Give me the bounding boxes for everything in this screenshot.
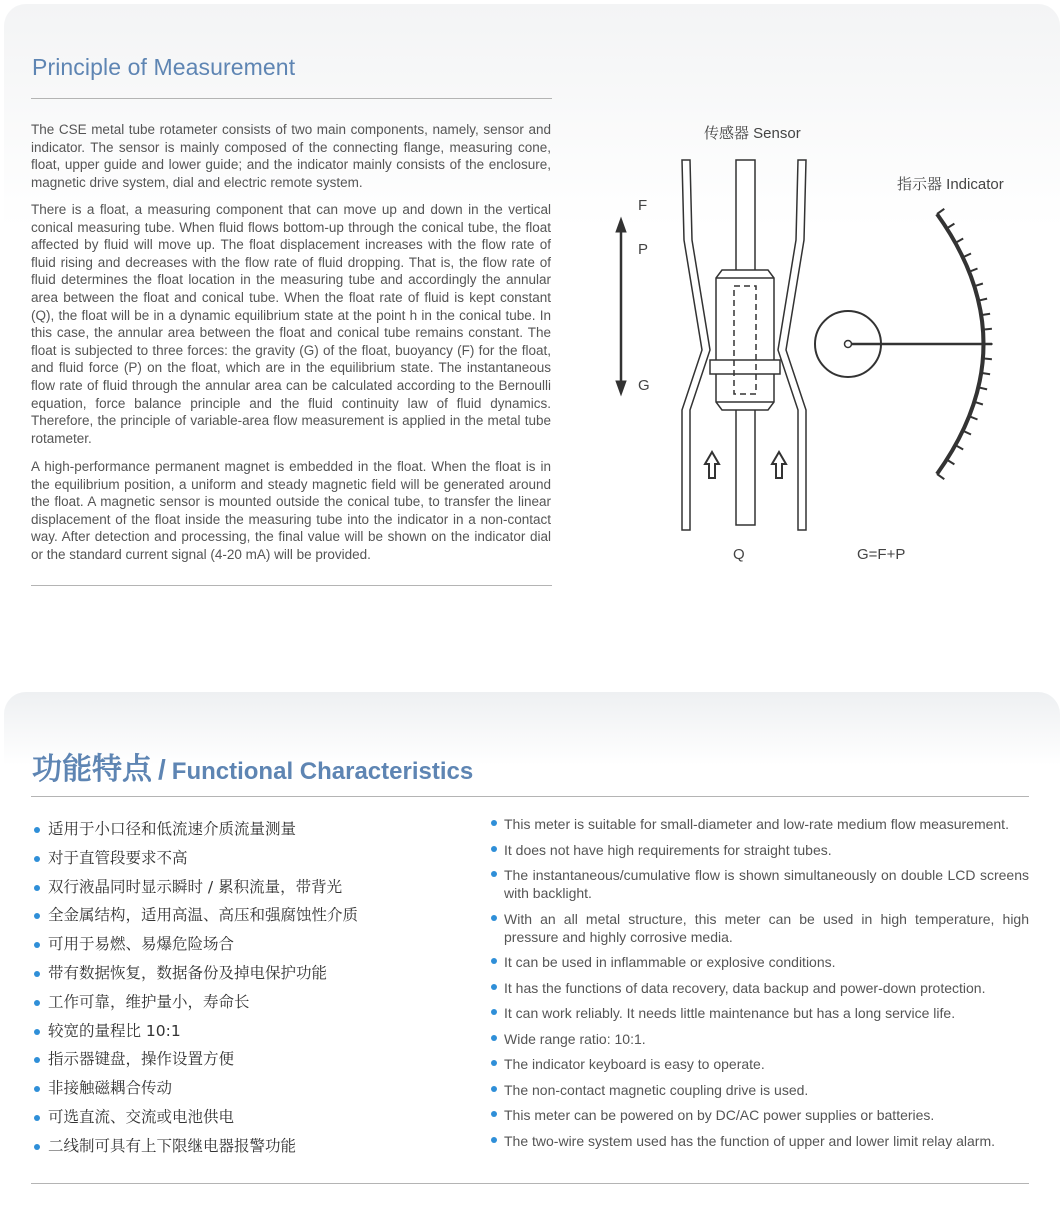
feature-item-en: The instantaneous/cumulative flow is shown simultaneously on double LCD screens with backlight. [489,866,1029,902]
functional-title-rule [31,796,1029,797]
feature-item-zh: 二线制可具有上下限继电器报警功能 [32,1132,452,1161]
functional-bottom-rule [31,1183,1029,1184]
force-arrow [616,218,626,395]
feature-item-en: The indicator keyboard is easy to operate. [489,1055,1029,1073]
indicator-dial [815,209,993,479]
feature-item-zh: 双行液晶同时显示瞬时 / 累积流量，带背光 [32,873,452,902]
feature-item-en: Wide range ratio: 10:1. [489,1030,1029,1048]
force-f-label: F [638,197,648,214]
feature-item-en: The two-wire system used has the function of upper and lower limit relay alarm. [489,1132,1029,1150]
dial-tick [947,460,955,465]
dial-tick [981,314,990,315]
dial-tick [947,224,955,229]
feature-item-zh: 带有数据恢复，数据备份及掉电保护功能 [32,959,452,988]
dial-tick [981,373,990,374]
feature-item-en: This meter is suitable for small-diameter and low-rate medium flow measurement. [489,815,1029,833]
dial-tick [983,358,992,359]
functional-title-en: Functional Characteristics [171,758,474,785]
force-p-label: P [638,241,649,258]
dial-tick [955,239,963,243]
feature-item-zh: 可选直流、交流或电池供电 [32,1103,452,1132]
rotameter-diagram [590,110,1030,580]
principle-title: Principle of Measurement [32,54,296,80]
feature-item-en: This meter can be powered on by DC/AC power supplies or batteries. [489,1106,1029,1124]
functional-title-separator: / [158,754,166,785]
feature-item-en: With an all metal structure, this meter can be used in high temperature, high pressure and highly corrosive media. [489,910,1029,946]
features-list-en [489,815,1029,1157]
feature-item-zh: 对于直管段要求不高 [32,844,452,873]
flow-arrow-left [705,452,719,478]
force-g-label: G [638,377,650,394]
feature-item-zh: 非接触磁耦合传动 [32,1074,452,1103]
float [710,270,780,410]
dial-tick [937,209,944,214]
functional-title-zh: 功能特点 [32,752,152,787]
feature-item-en: It has the functions of data recovery, data backup and power-down protection. [489,979,1029,997]
conical-tube-left-wall [682,160,710,530]
feature-item-zh: 指示器键盘，操作设置方便 [32,1045,452,1074]
flow-arrow-right [772,452,786,478]
functional-title [32,744,473,788]
principle-title-rule [31,98,552,99]
feature-item-zh: 适用于小口径和低流速介质流量测量 [32,815,452,844]
indicator-label: 指示器 Indicator [897,176,1004,193]
feature-item-zh: 工作可靠，维护量小，寿命长 [32,988,452,1017]
principle-paragraph-3: A high-performance permanent magnet is embedded in the float. When the float is in the equilibrium position, a uniform and steady magnetic field will be generated around the float. A magnetic sensor is mounted outside the conical tube, to transfer the linear displacement of the float inside the measuring tube into the indicator in a non-contact way. After detection and processing, the final value will be shown on the indicator dial or the standard current signal (4-20 mA) will be provided. [31,459,551,562]
features-list-zh [32,815,452,1161]
principle-paragraph-1: The CSE metal tube rotameter consists of two main components, namely, sensor and indicator. The sensor is mainly composed of the connecting flange, measuring cone, float, upper guide and lower guide; and the indicator mainly consists of the enclosure, magnetic drive system, dial and electric remote system. [31,122,551,190]
feature-item-zh: 可用于易燃、易爆危险场合 [32,930,452,959]
feature-item-en: It can work reliably. It needs little maintenance but has a long service life. [489,1004,1029,1022]
flow-q-label: Q [733,546,745,563]
feature-item-en: It can be used in inflammable or explosive conditions. [489,953,1029,971]
feature-item-zh: 全金属结构，适用高温、高压和强腐蚀性介质 [32,901,452,930]
principle-paragraph-2: There is a float, a measuring component that can move up and down in the vertical conical measuring tube. When fluid flows bottom-up through the conical tube, the float affected by fluid will move up. The float displacement increases with the flow rate of fluid rising and decreases with the flow rate of fluid dropping. That is, the flow rate of fluid determines the float location in the measuring tube and accordingly the annular area between the float and conical tube. When the float rate of fluid is kept constant (Q), the float will be in a dynamic equilibrium state at the point h in the conical tube. In this case, the annular area between the float and conical tube remains constant. The float is subjected to three forces: the gravity (G) of the float, buoyancy (F) for the float, and fluid force (P) on the float, which are in the equilibrium state. The instantaneous flow rate of fluid through the annular area can be calculated according to the Bernoulli equation, force balance principle and the fluid continuity law of fluid dynamics. Therefore, the principle of variable-area flow measurement is applied in the metal tube rotameter. [31,202,551,446]
equation-label: G=F+P [857,546,906,563]
dial-tick [955,445,963,449]
feature-item-en: The non-contact magnetic coupling drive is used. [489,1081,1029,1099]
feature-item-en: It does not have high requirements for straight tubes. [489,841,1029,859]
feature-item-zh: 较宽的量程比 10:1 [32,1017,452,1046]
dial-tick [983,329,992,330]
sensor-label: 传感器 Sensor [704,125,801,142]
principle-bottom-rule [31,585,552,586]
dial-tick [937,474,944,479]
